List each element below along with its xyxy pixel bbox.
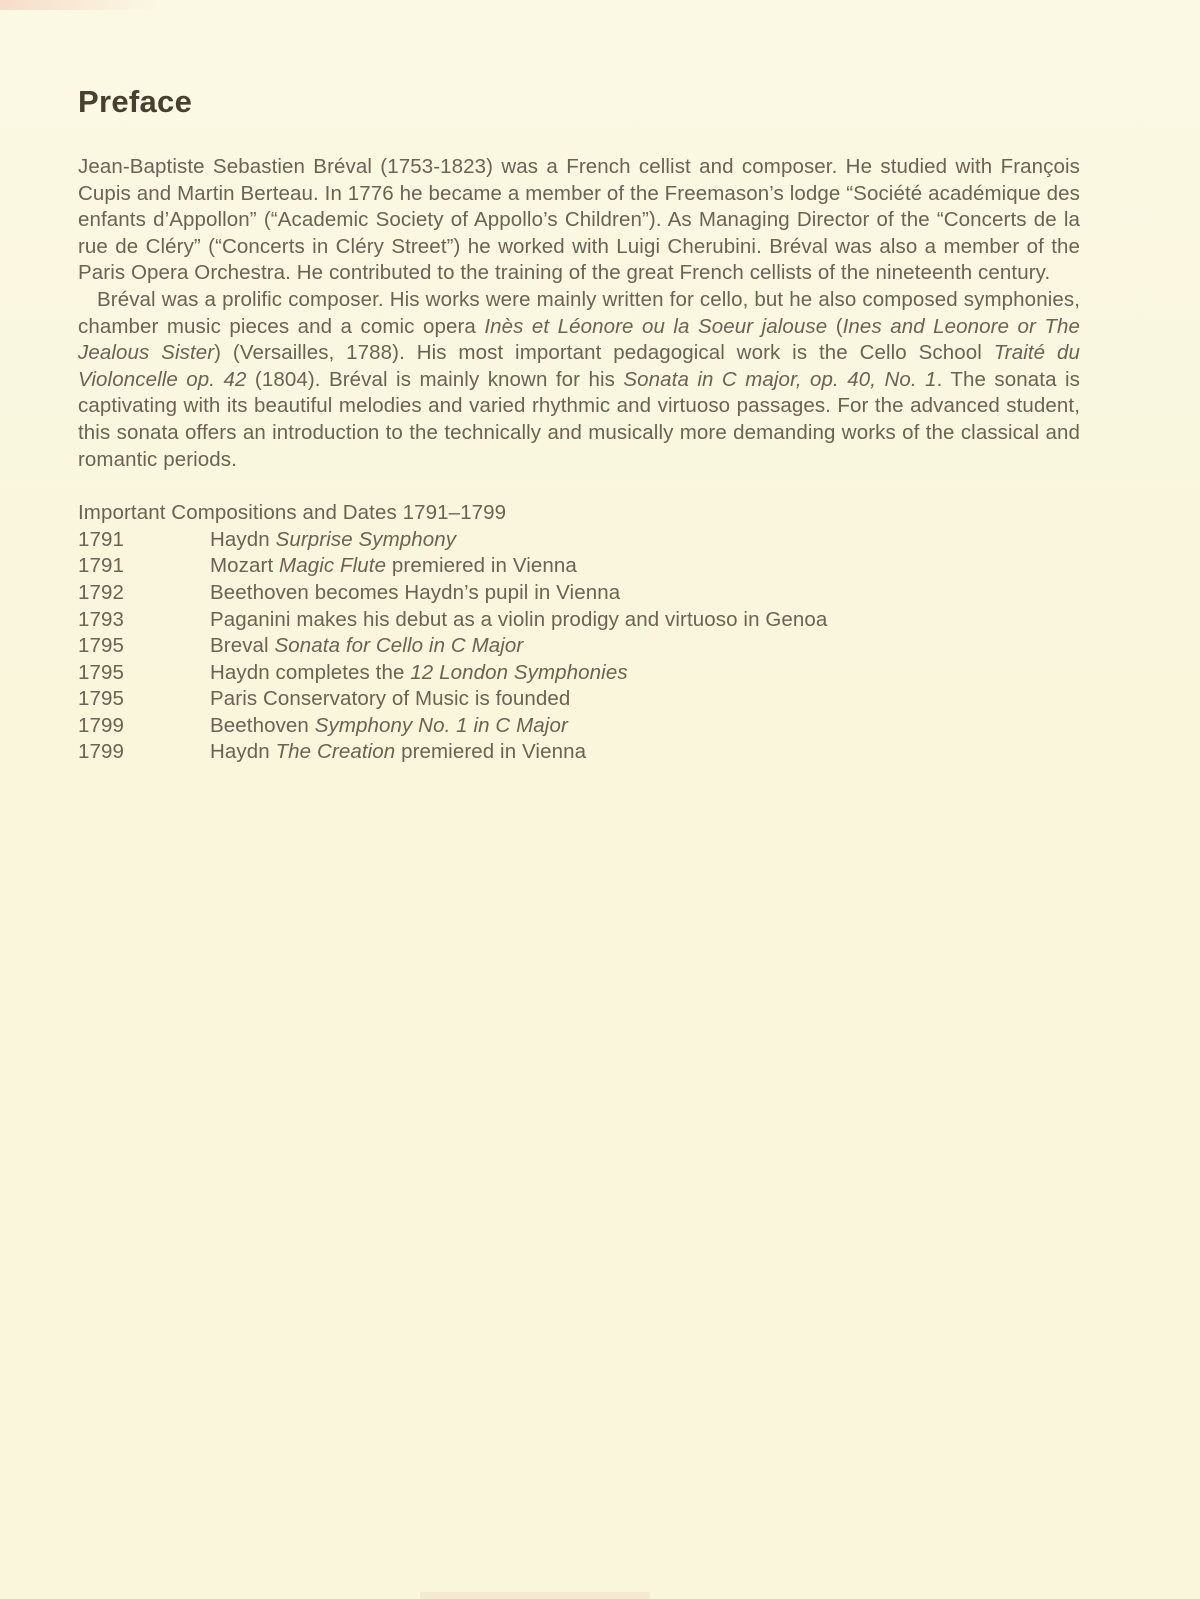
text-run: premiered in Vienna: [386, 554, 577, 578]
timeline-year: 1791: [78, 527, 125, 551]
text-run: Paganini makes his debut as a violin prodigy and virtuoso in Genoa: [210, 607, 828, 631]
italic-text-run: Ines and Leonore or The Jealous Sister: [78, 314, 1080, 365]
timeline-year: 1795: [78, 687, 125, 711]
italic-text-run: Sonata for Cello in C Major: [274, 634, 524, 658]
scan-artifact-bottom: [420, 1592, 650, 1599]
page-content: [78, 84, 1080, 766]
timeline-year: 1792: [78, 580, 125, 604]
text-run: Paris Conservatory of Music is founded: [210, 687, 571, 711]
italic-text-run: Surprise Symphony: [275, 527, 457, 551]
text-run: Jean-Baptiste Sebastien Bréval (1753-1823) was a French cellist and composer. He studied with François Cupis and Martin Berteau. In 1776 he became a member of the Freemason’s lodge “Société académique des enfants d’Appollon” (“Academic Society of Appollo’s Children”). As Managing Director of the “Concerts de la rue de Cléry” (“Concerts in Cléry Street”) he worked with Luigi Cherubini. Bréval was also a member of the Paris Opera Orchestra. He contributed to the training of the great French cellists of the nineteenth century.: [78, 155, 1080, 285]
text-run: Beethoven becomes Haydn’s pupil in Vienna: [210, 580, 621, 604]
text-run: (1804). Bréval is mainly known for his: [246, 367, 624, 391]
italic-text-run: The Creation: [275, 740, 396, 764]
page-title: Preface: [78, 84, 193, 119]
timeline-row: [78, 607, 1080, 634]
timeline-year: 1795: [78, 660, 125, 684]
text-run: Mozart: [210, 554, 280, 578]
timeline-description: [210, 527, 1080, 554]
preface-paragraph: [78, 287, 1080, 473]
italic-text-run: Traité du Violoncelle op. 42: [78, 341, 1080, 391]
timeline-description: [210, 607, 1080, 634]
timeline-description: [210, 633, 1080, 660]
timeline-description: [210, 660, 1080, 687]
italic-text-run: Symphony No. 1 in C Major: [314, 713, 568, 737]
text-run: (: [827, 314, 843, 338]
timeline-row: [78, 553, 1080, 580]
preface-paragraph: [78, 154, 1080, 287]
timeline-year: 1795: [78, 634, 125, 658]
timeline-description: [210, 580, 1080, 607]
text-run: Breval: [210, 634, 275, 658]
text-run: Beethoven: [210, 713, 315, 737]
timeline-year: 1799: [78, 713, 125, 737]
timeline-description: [210, 739, 1080, 766]
text-run: Haydn: [210, 527, 276, 551]
timeline-description: [210, 686, 1080, 713]
timeline-row: [78, 739, 1080, 766]
text-run: Haydn completes the: [210, 660, 411, 684]
text-run: Bréval was a prolific composer. His works were mainly written for cello, but he also composed symphonies, chamber music pieces and a comic opera: [78, 287, 1080, 338]
timeline-entries: [78, 527, 1080, 766]
timeline-row: [78, 527, 1080, 554]
italic-text-run: 12 London Symphonies: [410, 660, 628, 684]
timeline-description: [210, 553, 1080, 580]
timeline-description: [210, 713, 1080, 740]
italic-text-run: Inès et Léonore ou la Soeur jalouse: [484, 314, 828, 338]
timeline-row: [78, 686, 1080, 713]
text-run: . The sonata is captivating with its beautiful melodies and varied rhythmic and virtuoso passages. For the advanced student, this sonata offers an introduction to the technically and musically more demanding works of the classical and romantic periods.: [78, 367, 1080, 471]
timeline-section: [78, 500, 1080, 766]
timeline-row: [78, 633, 1080, 660]
text-run: premiered in Vienna: [395, 740, 587, 764]
timeline-year: 1791: [78, 554, 125, 578]
scan-artifact-top-left: [0, 0, 160, 10]
italic-text-run: Sonata in C major, op. 40, No. 1: [623, 367, 937, 391]
timeline-row: [78, 580, 1080, 607]
text-run: ) (Versailles, 1788). His most important pedagogical work is the Cello School: [214, 341, 994, 365]
timeline-year: 1793: [78, 607, 125, 631]
timeline-row: [78, 713, 1080, 740]
timeline-row: [78, 660, 1080, 687]
italic-text-run: Magic Flute: [279, 554, 387, 578]
preface-body: [78, 154, 1080, 473]
timeline-heading: Important Compositions and Dates 1791–1799: [78, 501, 507, 525]
text-run: Haydn: [210, 740, 276, 764]
timeline-year: 1799: [78, 740, 125, 764]
